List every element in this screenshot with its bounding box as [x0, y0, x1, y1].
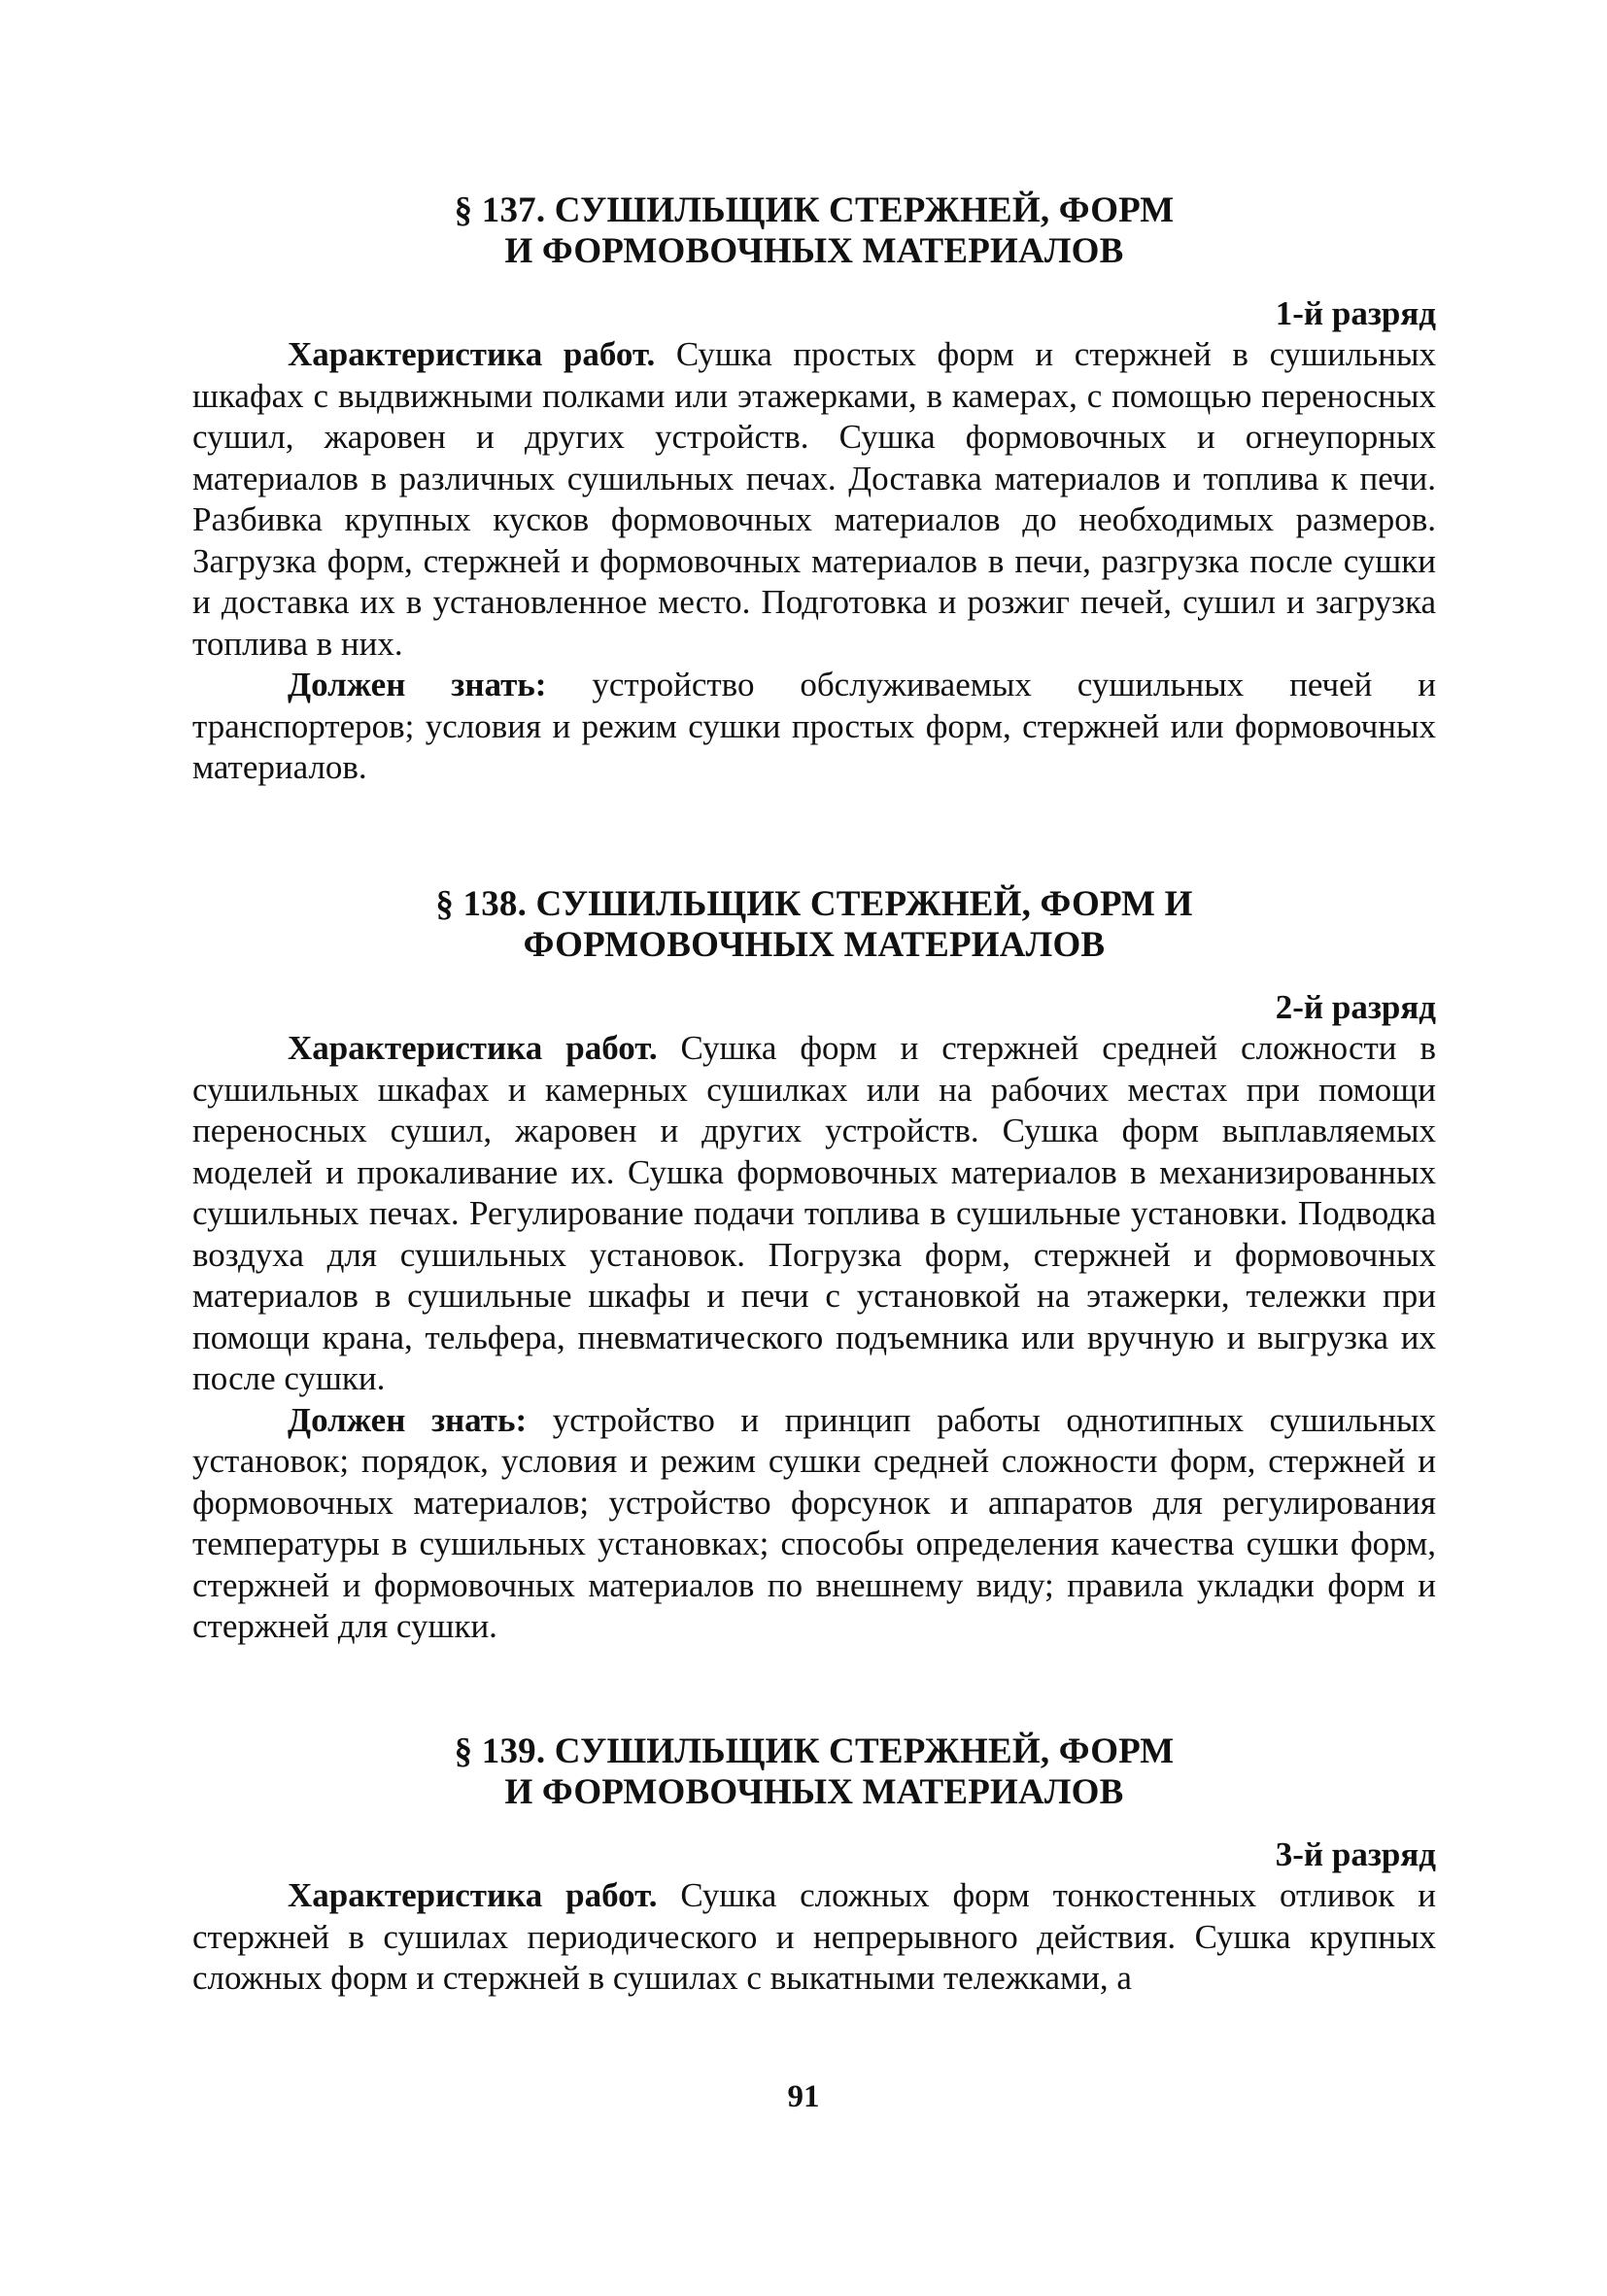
section-title-line-2: И ФОРМОВОЧНЫХ МАТЕРИАЛОВ	[504, 231, 1124, 271]
characteristics-paragraph	[192, 1028, 1436, 1400]
section-138	[192, 884, 1436, 1648]
section-title	[192, 1731, 1436, 1813]
page-number: 91	[787, 2079, 820, 2114]
characteristics-label: Характеристика работ.	[288, 1029, 658, 1067]
section-title-line-2: ФОРМОВОЧНЫХ МАТЕРИАЛОВ	[523, 925, 1106, 965]
section-title	[192, 190, 1436, 272]
knowledge-paragraph	[192, 1400, 1436, 1648]
section-title-line-1: § 138. СУШИЛЬЩИК СТЕРЖНЕЙ, ФОРМ И	[435, 884, 1193, 924]
grade-label: 3-й разряд	[1275, 1835, 1436, 1873]
section-title-line-1: § 139. СУШИЛЬЩИК СТЕРЖНЕЙ, ФОРМ	[454, 1731, 1175, 1771]
grade-label: 2-й разряд	[1275, 988, 1436, 1026]
characteristics-text: Сушка сложных форм тонкостенных отливок и стержней в сушилах периодического и непрерывного действия. Сушка крупных сложных форм и стержней в сушилах с выкатными тележками, а	[192, 1876, 1436, 1997]
characteristics-text: Сушка простых форм и стержней в сушильных шкафах с выдвижными полками или этажерками, в камерах, с помощью переносных сушил, жаровен и других устройств. Сушка формовочных и огнеупорных материалов в различных сушильных печах. Доставка материалов и топлива к печи. Разбивка крупных кусков формовочных материалов до необходимых размеров. Загрузка форм, стержней и формовочных материалов в печи, разгрузка после сушки и доставка их в установленное место. Подготовка и розжиг печей, сушил и загрузка топлива в них.	[192, 335, 1436, 663]
knowledge-label: Должен знать:	[288, 1400, 528, 1439]
section-139	[192, 1731, 1436, 2000]
characteristics-paragraph	[192, 1875, 1436, 2000]
knowledge-paragraph	[192, 665, 1436, 789]
knowledge-text: устройство обслуживаемых сушильных печей и транспортеров; условия и режим сушки простых форм, стержней или формовочных материалов.	[192, 666, 1436, 786]
grade-label: 1-й разряд	[1275, 294, 1436, 332]
section-title-line-1: § 137. СУШИЛЬЩИК СТЕРЖНЕЙ, ФОРМ	[454, 190, 1175, 230]
section-137	[192, 190, 1436, 789]
knowledge-text: устройство и принцип работы однотипных сушильных установок; порядок, условия и режим сушки средней сложности форм, стержней и формовочных материалов; устройство форсунок и аппаратов для регулирования температуры в сушильных установках; способы определения качества сушки форм, стержней и формовочных материалов по внешнему виду; правила укладки форм и стержней для сушки.	[192, 1400, 1436, 1645]
characteristics-label: Характеристика работ.	[288, 335, 656, 373]
knowledge-label: Должен знать:	[288, 666, 547, 703]
section-title-line-2: И ФОРМОВОЧНЫХ МАТЕРИАЛОВ	[504, 1772, 1124, 1812]
characteristics-label: Характеристика работ.	[288, 1876, 658, 1914]
characteristics-paragraph	[192, 334, 1436, 665]
characteristics-text: Сушка форм и стержней средней сложности в сушильных шкафах и камерных сушилках или на рабочих местах при помощи переносных сушил, жаровен и других устройств. Сушка форм выплавляемых моделей и прокаливание их. Сушка формовочных материалов в механизированных сушильных печах. Регулирование подачи топлива в сушильные установки. Подводка воздуха для сушильных установок. Погрузка форм, стержней и формовочных материалов в сушильные шкафы и печи с установкой на этажерки, тележки при помощи крана, тельфера, пневматического подъемника или вручную и выгрузка их после сушки.	[192, 1029, 1436, 1397]
section-title	[192, 884, 1436, 966]
